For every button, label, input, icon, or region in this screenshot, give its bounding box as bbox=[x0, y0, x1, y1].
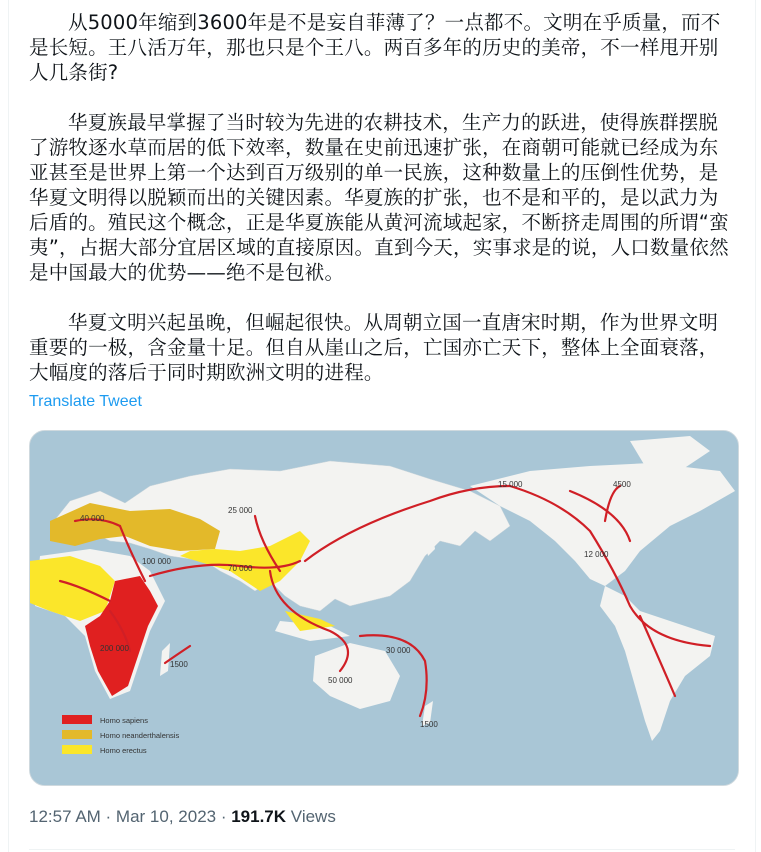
tweet-card bbox=[8, 0, 756, 852]
map-label: 100 000 bbox=[142, 557, 171, 566]
tweet-text bbox=[29, 10, 735, 410]
map-label: 200 000 bbox=[100, 644, 129, 653]
tweet-paragraph: 华夏文明兴起虽晚，但崛起很快。从周朝立国一直唐宋时期，作为世界文明重要的一极，含金量十足。但自从崖山之后，亡国亦亡天下，整体上全面衰落，大幅度的落后于同时期欧洲文明的进程。 bbox=[29, 311, 719, 384]
divider bbox=[29, 849, 735, 850]
tweet-paragraph: 从5000年缩到3600年是不是妄自菲薄了？一点都不。文明在乎质量，而不是长短。王八活万年，那也只是个王八。两百多年的历史的美帝，不一样甩开别人几条街? bbox=[29, 11, 721, 84]
timestamp-link[interactable]: 12:57 AM · Mar 10, 2023 bbox=[29, 807, 217, 826]
legend-label: Homo sapiens bbox=[100, 716, 148, 725]
map-label: 15 000 bbox=[498, 480, 523, 489]
translate-tweet-link[interactable]: Translate Tweet bbox=[29, 393, 142, 410]
map-label: 12 000 bbox=[584, 550, 609, 559]
legend-label: Homo neanderthalensis bbox=[100, 731, 180, 740]
separator: · bbox=[216, 807, 232, 826]
legend-label: Homo erectus bbox=[100, 746, 147, 755]
map-label: 4500 bbox=[613, 480, 631, 489]
migration-map bbox=[30, 431, 738, 785]
legend-swatch-neanderthalensis bbox=[62, 730, 92, 739]
map-label: 70 000 bbox=[228, 564, 253, 573]
tweet-paragraph: 华夏族最早掌握了当时较为先进的农耕技术，生产力的跃进，使得族群摆脱了游牧逐水草而居的低下效率，数量在史前迅速扩张，在商朝可能就已经成为东亚甚至是世界上第一个达到百万级别的单一民族，这种数量上的压倒性优势，是华夏文明得以脱颖而出的关键因素。华夏族的扩张，也不是和平的，是以武力为后盾的。殖民这个概念，正是华夏族能从黄河流域起家，不断挤走周围的所谓“蛮夷”，占据大部分宜居区域的直接原因。直到今天，实事求是的说，人口数量依然是中国最大的优势——绝不是包袱。 bbox=[29, 111, 729, 284]
map-label: 50 000 bbox=[328, 676, 353, 685]
map-label: 30 000 bbox=[386, 646, 411, 655]
views-count: 191.7K bbox=[231, 807, 287, 826]
legend-swatch-erectus bbox=[62, 745, 92, 754]
map-label: 25 000 bbox=[228, 506, 253, 515]
tweet-meta bbox=[29, 807, 336, 827]
tweet-image-migration-map[interactable] bbox=[29, 430, 739, 786]
map-label: 40 000 bbox=[80, 514, 105, 523]
views-label: Views bbox=[290, 807, 336, 826]
legend-swatch-sapiens bbox=[62, 715, 92, 724]
map-label: 1500 bbox=[170, 660, 188, 669]
map-label: 1500 bbox=[420, 720, 438, 729]
